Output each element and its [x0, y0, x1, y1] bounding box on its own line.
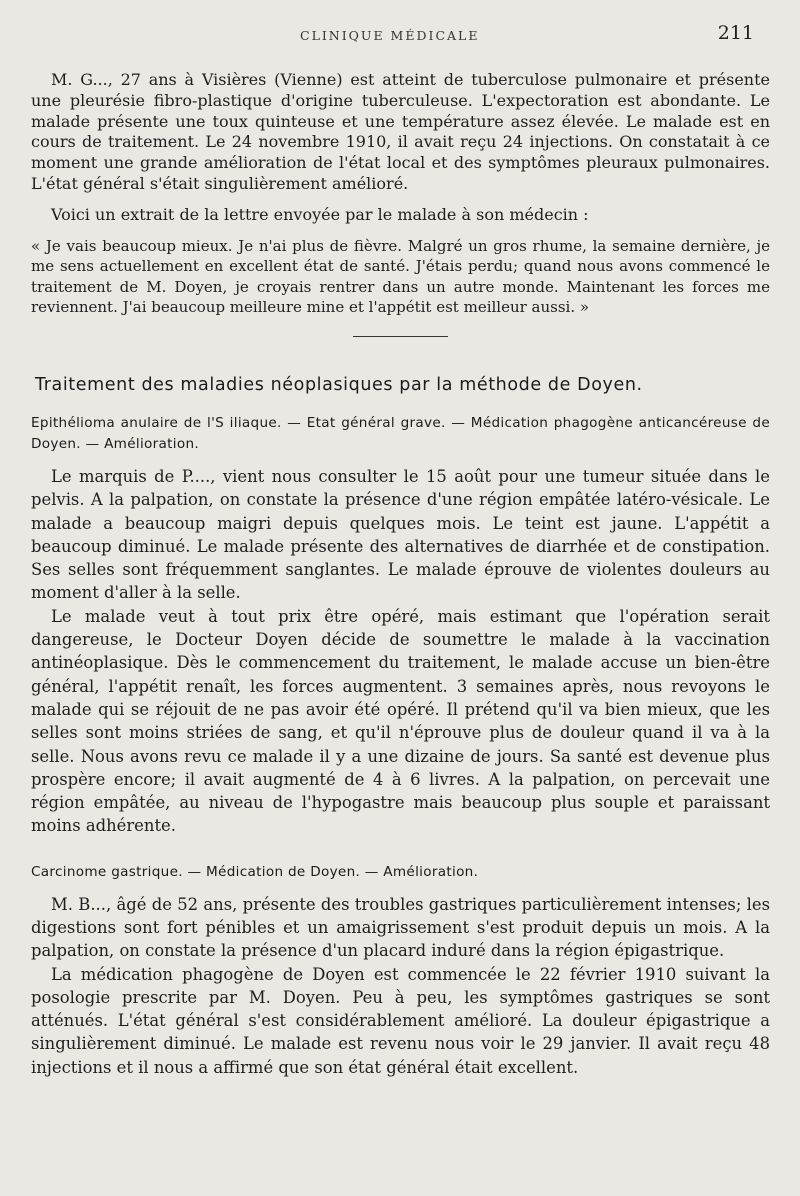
page-content: [31, 70, 770, 1079]
section-title: Traitement des maladies néoplasiques par la méthode de Doyen.: [35, 374, 643, 395]
case2-heading: Carcinome gastrique. — Médication de Doyen. — Amélioration.: [31, 863, 479, 880]
page-number: 211: [717, 22, 754, 44]
case2-paragraph-1: M. B..., âgé de 52 ans, présente des troubles gastriques particulièrement intenses; les digestions sont fort pénibles et un amaigrissement s'est produit depuis un mois. A la palpation, on constate la présence d'un placard induré dans la région épigastrique.: [31, 894, 770, 961]
case1-paragraph-2: Le malade veut à tout prix être opéré, mais estimant que l'opération serait dangereuse, le Docteur Doyen décide de soumettre le malade à la vaccination antinéoplasique. Dès le commencement du traitement, le malade accuse un bien-être général, l'appétit renaît, les forces augmentent. 3 semaines après, nous revoyons le malade qui se réjouit de ne pas avoir été opéré. Il prétend qu'il va bien mieux, que les selles sont moins striées de sang, et qu'il n'éprouve plus de douleur quand il va à la selle. Nous avons revu ce malade il y a une dizaine de jours. Sa santé est devenue plus prospère encore; il avait augmenté de 4 à 6 livres. A la palpation, on percevait une région empâtée, au niveau de l'hypogastre mais beaucoup plus souple et paraissant moins adhérente.: [31, 606, 770, 836]
letter-quote: « Je vais beaucoup mieux. Je n'ai plus de fièvre. Malgré un gros rhume, la semaine dernière, je me sens actuellement en excellent état de santé. J'étais perdu; quand nous avons commencé le traitement de M. Doyen, je croyais rentrer dans un autre monde. Maintenant les forces me reviennent. J'ai beaucoup meilleure mine et l'appétit est meilleur aussi. »: [31, 236, 770, 317]
letter-intro-paragraph: Voici un extrait de la lettre envoyée par le malade à son médecin :: [51, 204, 589, 224]
case-intro-paragraph: M. G..., 27 ans à Visières (Vienne) est atteint de tuberculose pulmonaire et présente une pleurésie fibro-plastique d'origine tuberculeuse. L'expectoration est abondante. Le malade présente une toux quinteuse et une température assez élevée. Le malade est en cours de traitement. Le 24 novembre 1910, il avait reçu 24 injections. On constatait à ce moment une grande amélioration de l'état local et des symptômes pleuraux pulmonaires. L'état général s'était singulièrement amélioré.: [31, 70, 770, 193]
running-head: CLINIQUE MÉDICALE: [300, 28, 480, 43]
section-divider: [353, 336, 448, 337]
case1-paragraph-1: Le marquis de P...., vient nous consulter le 15 août pour une tumeur située dans le pelvis. A la palpation, on constate la présence d'une région empâtée latéro-vésicale. Le malade a beaucoup maigri depuis quelques mois. Le teint est jaune. L'appétit a beaucoup diminué. Le malade présente des alternatives de diarrhée et de constipation. Ses selles sont fréquemment sanglantes. Le malade éprouve de violentes douleurs au moment d'aller à la selle.: [31, 466, 770, 603]
case1-heading: Epithélioma anulaire de l'S iliaque. — Etat général grave. — Médication phagogène anticancéreuse de Doyen. — Amélioration.: [31, 414, 770, 452]
case2-paragraph-2: La médication phagogène de Doyen est commencée le 22 février 1910 suivant la posologie prescrite par M. Doyen. Peu à peu, les symptômes gastriques se sont atténués. L'état général s'est considérablement amélioré. La douleur épigastrique a singulièrement diminué. Le malade est revenu nous voir le 29 janvier. Il avait reçu 48 injections et il nous a affirmé que son état général était excellent.: [31, 964, 770, 1077]
